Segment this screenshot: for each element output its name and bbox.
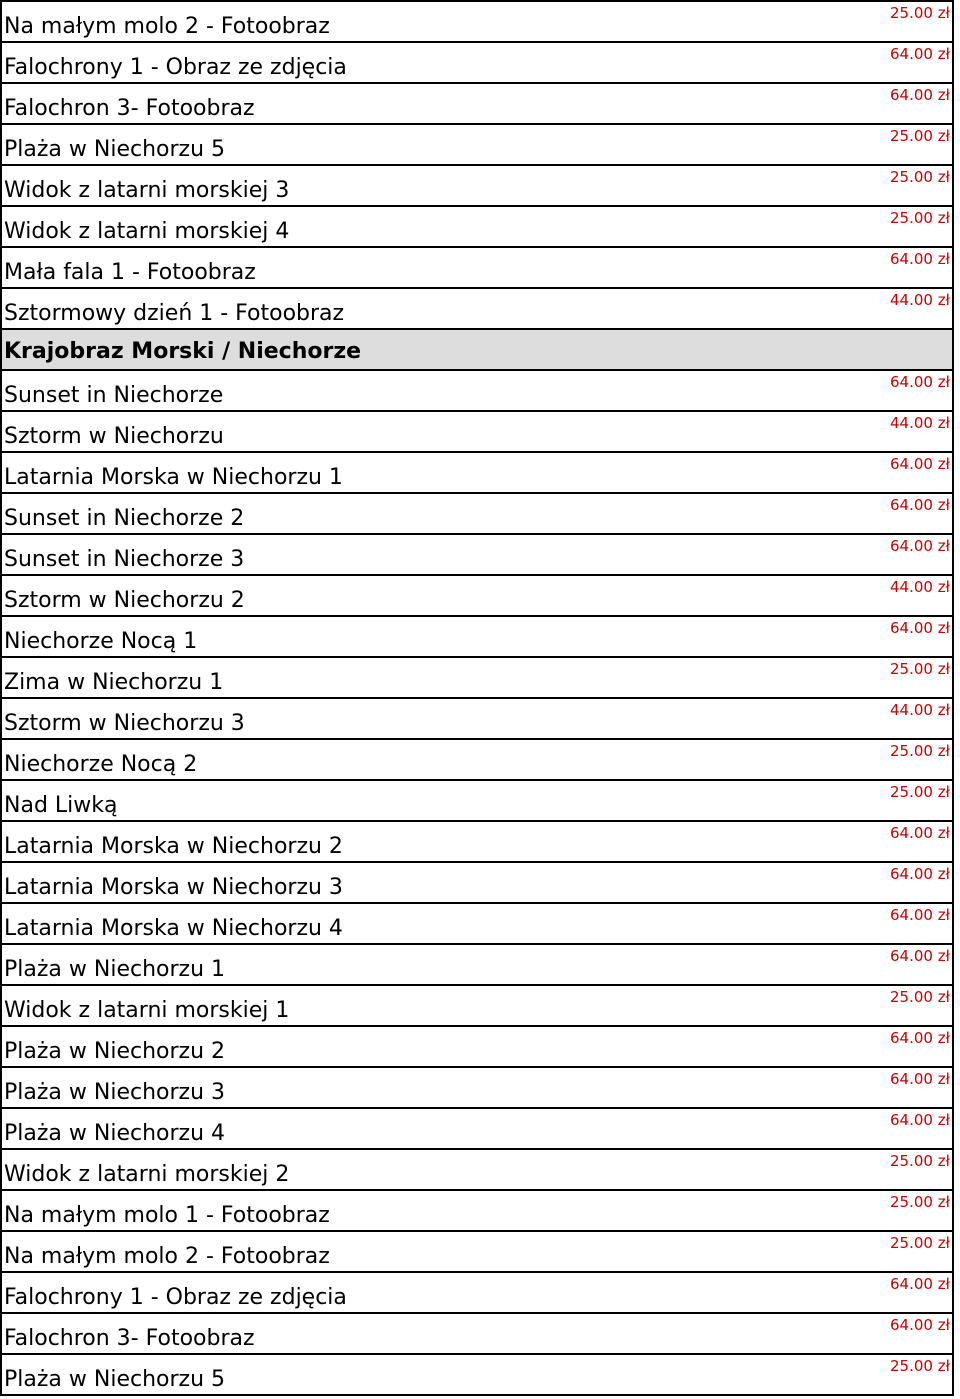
product-row xyxy=(2,453,952,494)
product-price: 64.00 zł xyxy=(890,455,950,473)
product-row xyxy=(2,84,952,125)
product-name-link[interactable]: Widok z latarni morskiej 1 xyxy=(4,998,290,1023)
product-name-link[interactable]: Na małym molo 2 - Fotoobraz xyxy=(4,1244,330,1269)
product-name-link[interactable]: Zima w Niechorzu 1 xyxy=(4,670,224,695)
product-row xyxy=(2,1027,952,1068)
product-price: 64.00 zł xyxy=(890,1070,950,1088)
product-name-link[interactable]: Sztorm w Niechorzu 3 xyxy=(4,711,245,736)
product-price: 25.00 zł xyxy=(890,1193,950,1211)
product-price: 25.00 zł xyxy=(890,4,950,22)
product-row xyxy=(2,781,952,822)
product-row xyxy=(2,1109,952,1150)
product-price: 64.00 zł xyxy=(890,45,950,63)
product-name-link[interactable]: Plaża w Niechorzu 1 xyxy=(4,957,225,982)
product-price: 25.00 zł xyxy=(890,1234,950,1252)
product-row xyxy=(2,904,952,945)
product-price: 64.00 zł xyxy=(890,865,950,883)
product-name-link[interactable]: Sunset in Niechorze 3 xyxy=(4,547,245,572)
product-row xyxy=(2,1273,952,1314)
category-header-row xyxy=(2,330,952,371)
product-price: 64.00 zł xyxy=(890,496,950,514)
product-name-link[interactable]: Niechorze Nocą 1 xyxy=(4,629,198,654)
product-price: 64.00 zł xyxy=(890,250,950,268)
product-row xyxy=(2,0,952,43)
product-row xyxy=(2,43,952,84)
product-name-link[interactable]: Latarnia Morska w Niechorzu 1 xyxy=(4,465,343,490)
product-price: 25.00 zł xyxy=(890,209,950,227)
product-price: 25.00 zł xyxy=(890,988,950,1006)
product-name-link[interactable]: Falochron 3- Fotoobraz xyxy=(4,96,255,121)
product-name-link[interactable]: Latarnia Morska w Niechorzu 2 xyxy=(4,834,343,859)
product-price: 44.00 zł xyxy=(890,291,950,309)
product-price: 44.00 zł xyxy=(890,414,950,432)
product-name-link[interactable]: Latarnia Morska w Niechorzu 3 xyxy=(4,875,343,900)
product-price: 64.00 zł xyxy=(890,86,950,104)
product-price: 25.00 zł xyxy=(890,783,950,801)
product-name-link[interactable]: Sunset in Niechorze 2 xyxy=(4,506,245,531)
product-name-link[interactable]: Niechorze Nocą 2 xyxy=(4,752,198,777)
product-price: 44.00 zł xyxy=(890,701,950,719)
product-row xyxy=(2,412,952,453)
product-name-link[interactable]: Plaża w Niechorzu 5 xyxy=(4,1367,225,1392)
product-row xyxy=(2,166,952,207)
product-name-link[interactable]: Latarnia Morska w Niechorzu 4 xyxy=(4,916,343,941)
product-row xyxy=(2,945,952,986)
product-row xyxy=(2,1314,952,1355)
product-price: 64.00 zł xyxy=(890,947,950,965)
product-name-link[interactable]: Sunset in Niechorze xyxy=(4,383,224,408)
product-row xyxy=(2,535,952,576)
product-row xyxy=(2,1355,952,1396)
product-name-link[interactable]: Mała fala 1 - Fotoobraz xyxy=(4,260,256,285)
product-row xyxy=(2,1191,952,1232)
product-price: 64.00 zł xyxy=(890,1316,950,1334)
product-row xyxy=(2,289,952,330)
product-row xyxy=(2,248,952,289)
product-row xyxy=(2,1068,952,1109)
product-row xyxy=(2,986,952,1027)
product-row xyxy=(2,125,952,166)
product-row xyxy=(2,822,952,863)
product-row xyxy=(2,207,952,248)
product-name-link[interactable]: Sztorm w Niechorzu xyxy=(4,424,224,449)
product-price: 25.00 zł xyxy=(890,742,950,760)
product-price: 25.00 zł xyxy=(890,660,950,678)
product-price: 64.00 zł xyxy=(890,1029,950,1047)
product-price: 64.00 zł xyxy=(890,1111,950,1129)
product-price: 64.00 zł xyxy=(890,619,950,637)
product-price: 64.00 zł xyxy=(890,824,950,842)
product-name-link[interactable]: Widok z latarni morskiej 4 xyxy=(4,219,290,244)
product-name-link[interactable]: Widok z latarni morskiej 2 xyxy=(4,1162,290,1187)
product-name-link[interactable]: Falochrony 1 - Obraz ze zdjęcia xyxy=(4,55,347,80)
category-title: Krajobraz Morski / Niechorze xyxy=(4,339,362,364)
product-price: 64.00 zł xyxy=(890,373,950,391)
product-price: 64.00 zł xyxy=(890,1275,950,1293)
product-row xyxy=(2,576,952,617)
product-name-link[interactable]: Na małym molo 1 - Fotoobraz xyxy=(4,1203,330,1228)
product-price: 44.00 zł xyxy=(890,578,950,596)
product-price: 64.00 zł xyxy=(890,906,950,924)
product-name-link[interactable]: Plaża w Niechorzu 2 xyxy=(4,1039,225,1064)
product-name-link[interactable]: Plaża w Niechorzu 4 xyxy=(4,1121,225,1146)
product-name-link[interactable]: Plaża w Niechorzu 3 xyxy=(4,1080,225,1105)
product-name-link[interactable]: Sztorm w Niechorzu 2 xyxy=(4,588,245,613)
product-row xyxy=(2,863,952,904)
product-row xyxy=(2,1232,952,1273)
product-name-link[interactable]: Widok z latarni morskiej 3 xyxy=(4,178,290,203)
product-row xyxy=(2,658,952,699)
product-name-link[interactable]: Falochrony 1 - Obraz ze zdjęcia xyxy=(4,1285,347,1310)
product-row xyxy=(2,699,952,740)
product-price: 25.00 zł xyxy=(890,168,950,186)
product-name-link[interactable]: Plaża w Niechorzu 5 xyxy=(4,137,225,162)
product-name-link[interactable]: Na małym molo 2 - Fotoobraz xyxy=(4,14,330,39)
product-name-link[interactable]: Nad Liwką xyxy=(4,793,118,818)
product-row xyxy=(2,1150,952,1191)
product-name-link[interactable]: Falochron 3- Fotoobraz xyxy=(4,1326,255,1351)
product-price: 64.00 zł xyxy=(890,537,950,555)
product-row xyxy=(2,494,952,535)
product-name-link[interactable]: Sztormowy dzień 1 - Fotoobraz xyxy=(4,301,345,326)
product-price: 25.00 zł xyxy=(890,1357,950,1375)
product-row xyxy=(2,617,952,658)
product-price: 25.00 zł xyxy=(890,127,950,145)
product-price: 25.00 zł xyxy=(890,1152,950,1170)
product-row xyxy=(2,740,952,781)
product-row xyxy=(2,371,952,412)
